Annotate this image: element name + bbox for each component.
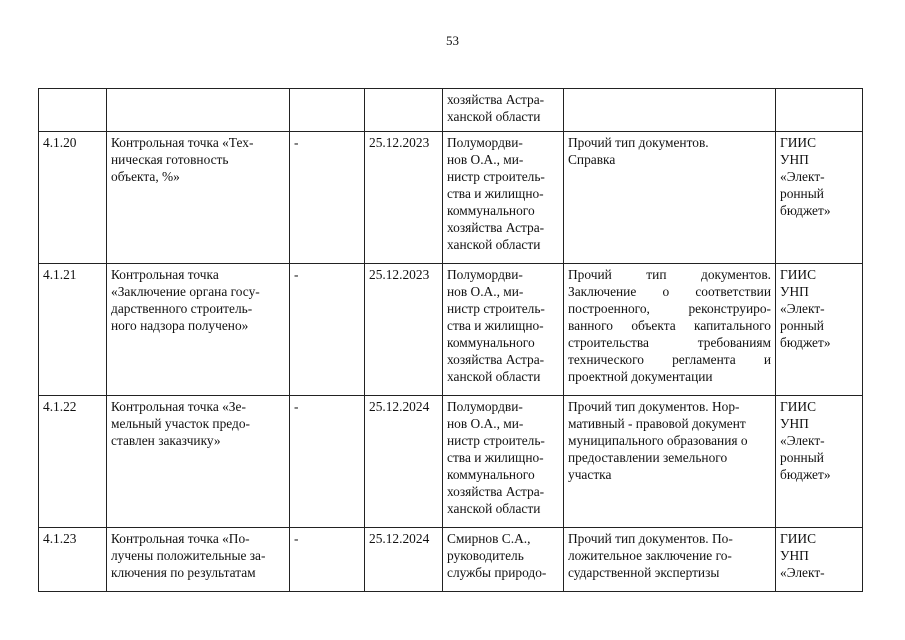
cell-date: 25.12.2023 [365, 264, 443, 396]
cell-dash: - [290, 528, 365, 592]
table-row [39, 132, 863, 264]
cell-responsible: Смирнов С.А., руководитель службы природо- [443, 528, 564, 592]
table-row [39, 528, 863, 592]
cell-dash: - [290, 264, 365, 396]
cell-number: 4.1.21 [39, 264, 107, 396]
cell-system: ГИИС УНП «Элект- ронный бюджет» [776, 264, 863, 396]
table-row-continuation [39, 89, 863, 132]
cell-name: Контрольная точка «Зе- мельный участок предо- ставлен заказчику» [107, 396, 290, 528]
cell-date: 25.12.2024 [365, 528, 443, 592]
cell-date [365, 89, 443, 132]
table-row [39, 264, 863, 396]
cell-responsible: Полумордви- нов О.А., ми- нистр строитель- ства и жилищно- коммунального хозяйства Астра- ханской области [443, 396, 564, 528]
cell-name: Контрольная точка «По- лучены положительные за- ключения по результатам [107, 528, 290, 592]
schedule-table [38, 88, 863, 592]
cell-number: 4.1.20 [39, 132, 107, 264]
table-row [39, 396, 863, 528]
cell-name: Контрольная точка «Заключение органа госу- дарственного строитель- ного надзора получено» [107, 264, 290, 396]
cell-system: ГИИС УНП «Элект- ронный бюджет» [776, 132, 863, 264]
page-number: 53 [446, 33, 459, 48]
cell-document: Прочий тип документов. Справка [564, 132, 776, 264]
cell-responsible: хозяйства Астра- ханской области [443, 89, 564, 132]
cell-dash: - [290, 396, 365, 528]
cell-number: 4.1.22 [39, 396, 107, 528]
cell-document [564, 89, 776, 132]
cell-date: 25.12.2023 [365, 132, 443, 264]
cell-number: 4.1.23 [39, 528, 107, 592]
cell-name: Контрольная точка «Тех- ническая готовность объекта, %» [107, 132, 290, 264]
cell-dash [290, 89, 365, 132]
cell-dash: - [290, 132, 365, 264]
cell-system: ГИИС УНП «Элект- [776, 528, 863, 592]
cell-system: ГИИС УНП «Элект- ронный бюджет» [776, 396, 863, 528]
cell-system [776, 89, 863, 132]
cell-responsible: Полумордви- нов О.А., ми- нистр строитель- ства и жилищно- коммунального хозяйства Астра- ханской области [443, 132, 564, 264]
cell-date: 25.12.2024 [365, 396, 443, 528]
cell-document: Прочий тип документов. По- ложительное заключение го- сударственной экспертизы [564, 528, 776, 592]
cell-document: Прочий тип документов. Нор- мативный - правовой документ муниципального образования о предоставлении земельного участка [564, 396, 776, 528]
cell-responsible: Полумордви- нов О.А., ми- нистр строитель- ства и жилищно- коммунального хозяйства Астра- ханской области [443, 264, 564, 396]
cell-number [39, 89, 107, 132]
cell-document: Прочий тип документов. Заключение о соответствии построенного, реконструиро-ванного объекта капитального строительства требованиям технического регламента и проектной документации [564, 264, 776, 396]
cell-name [107, 89, 290, 132]
